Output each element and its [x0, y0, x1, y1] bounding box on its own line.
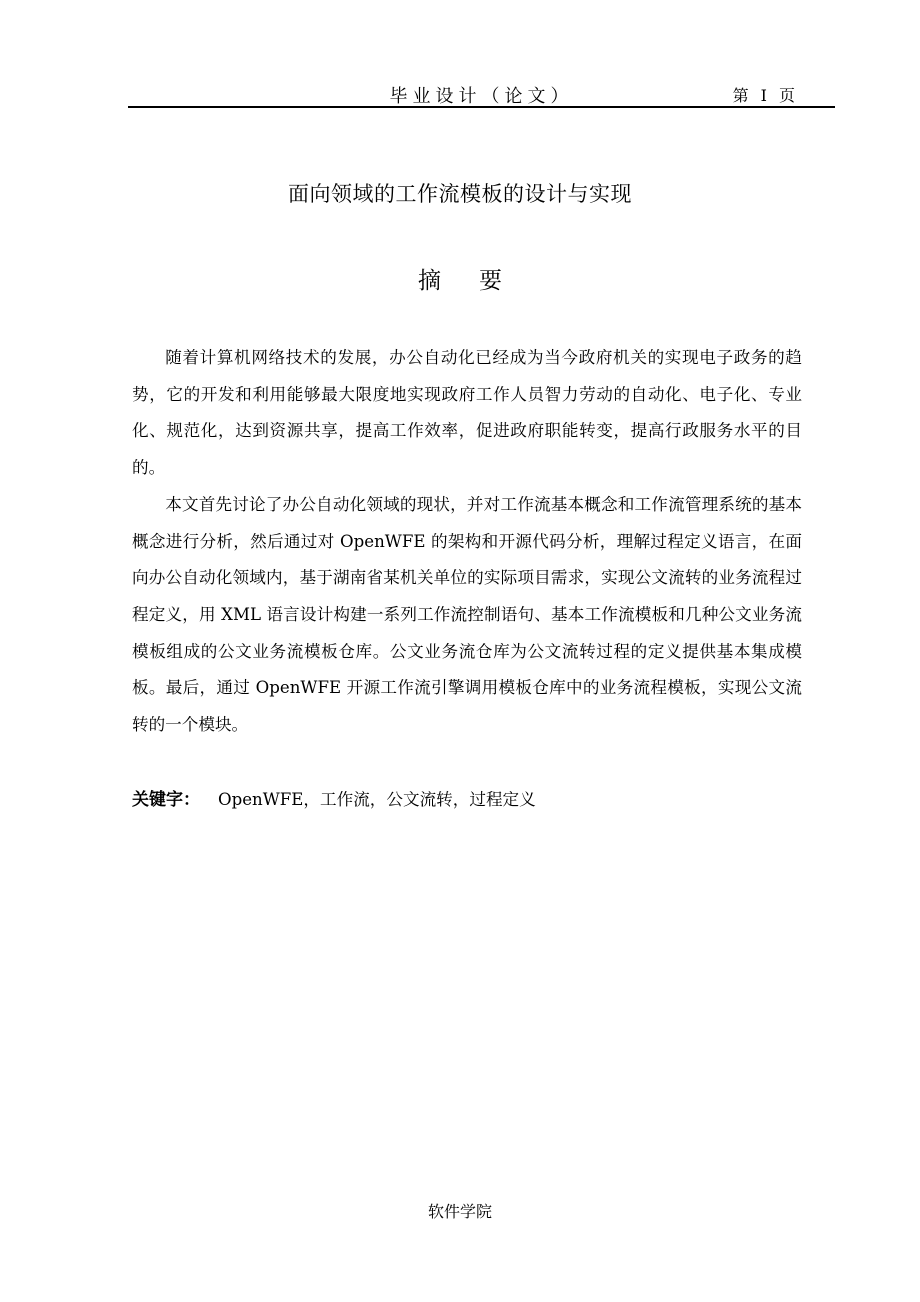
abstract-paragraph: 本文首先讨论了办公自动化领域的现状，并对工作流基本概念和工作流管理系统的基本概念进行分析，然后通过对 OpenWFE 的架构和开源代码分析，理解过程定义语言，在面向办公自动化领域内，基于湖南省某机关单位的实际项目需求，实现公文流转的业务流程过程定义，用 XML 语言设计构建一系列工作流控制语句、基本工作流模板和几种公文业务流模板组成的公文业务流模板仓库。公文业务流仓库为公文流转过程的定义提供基本集成模板。最后，通过 OpenWFE 开源工作流引擎调用模板仓库中的业务流程模板，实现公文流转的一个模块。 — [132, 494, 802, 735]
page-header — [128, 80, 835, 108]
header-page-number — [721, 83, 795, 106]
abstract-heading: 摘要 — [418, 268, 540, 294]
page-suffix: 页 — [778, 86, 795, 105]
keywords — [132, 785, 802, 815]
page-number: I — [760, 86, 767, 105]
abstract-paragraph: 随着计算机网络技术的发展，办公自动化已经成为当今政府机关的实现电子政务的趋势，它的开发和利用能够最大限度地实现政府工作人员智力劳动的自动化、电子化、专业化、规范化，达到资源共享，提高工作效率，促进政府职能转变，提高行政服务水平的目的。 — [132, 348, 802, 478]
abstract-body — [132, 340, 802, 744]
paper-title: 面向领域的工作流模板的设计与实现 — [288, 182, 632, 206]
page-footer: 软件学院 — [427, 1202, 492, 1221]
header-title: 毕业设计（论文） — [389, 86, 574, 107]
keywords-label: 关键字： — [132, 790, 200, 810]
page-prefix: 第 — [732, 86, 749, 105]
keywords-value: OpenWFE，工作流，公文流转，过程定义 — [218, 790, 536, 809]
